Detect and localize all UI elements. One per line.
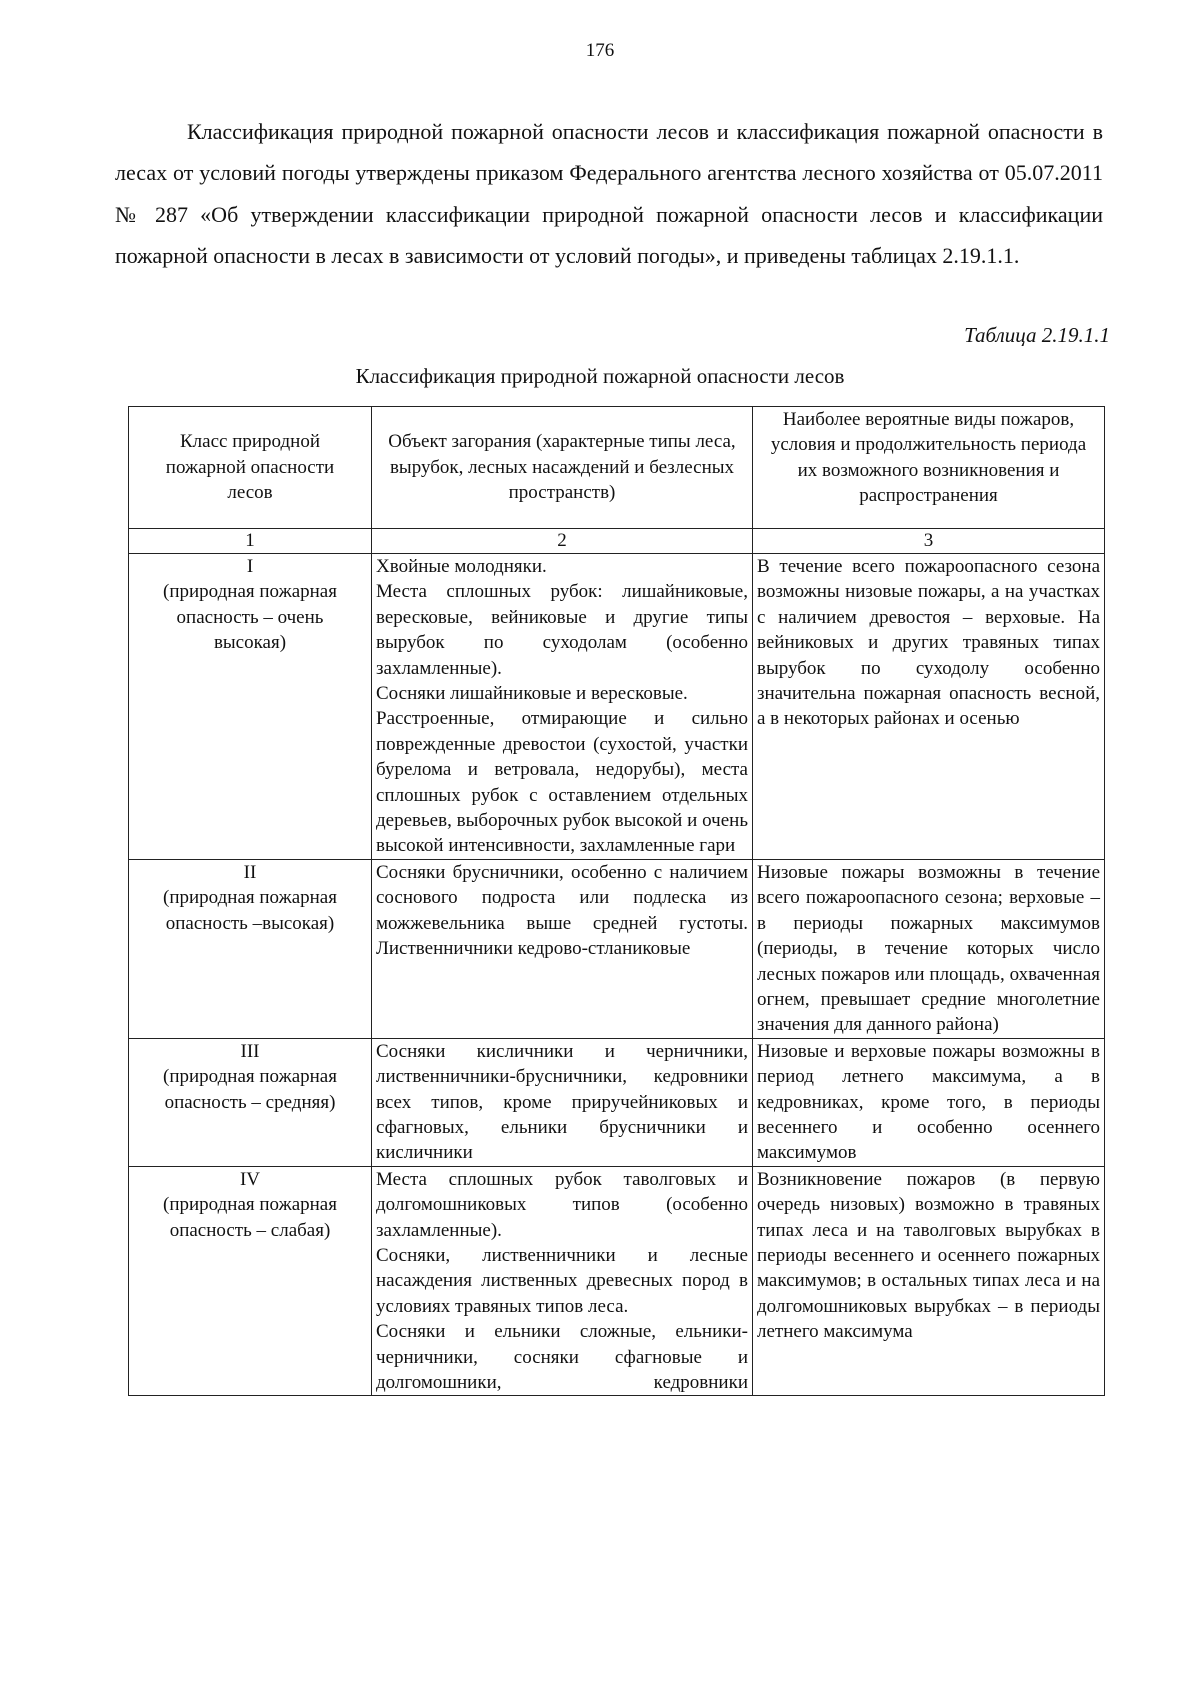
intro-paragraph: Классификация природной пожарной опасности лесов и классификация пожарной опасности в лесах от условий погоды утверждены приказом Федерального агентства лесного хозяйства от 05.07.2011 № 287 «Об утверждении классификации природной пожарной опасности лесов и классификации пожарной опасности в лесах в зависимости от условий погоды», и приведены таблицах 2.19.1.1. [115, 119, 1103, 268]
column-number-row [129, 529, 1105, 554]
page-number: 176 [585, 40, 615, 61]
class-numeral: II [243, 861, 257, 883]
class-cell [129, 1038, 372, 1166]
column-number: 3 [753, 529, 1105, 554]
object-paragraph: Сосняки и ельники сложные, ельники-черничники, сосняки сфагновые и долгомошники, кедровники [376, 1321, 748, 1393]
table-header-row [129, 407, 1105, 529]
table-row [129, 859, 1105, 1038]
object-paragraph: Места сплошных рубок: лишайниковые, вересковые, вейниковые и другие типы вырубок по суходолам (особенно захламленные). [376, 581, 748, 679]
fires-cell: В течение всего пожароопасного сезона возможны низовые пожары, а на участках с наличием древостоя – верховые. На вейниковых и других травяных типах вырубок по суходолу особенно значительна пожарная опасность весной, а в некоторых районах и осенью [753, 554, 1105, 860]
class-numeral: I [246, 556, 254, 577]
column-number: 2 [372, 529, 753, 554]
class-description: (природная пожарная опасность –высокая) [163, 887, 337, 934]
class-description: (природная пожарная опасность – очень высокая) [163, 581, 337, 654]
table-title: Классификация природной пожарной опасности лесов [355, 364, 845, 388]
table-row [129, 554, 1105, 860]
class-numeral: III [240, 1040, 260, 1062]
objects-cell [372, 859, 753, 1038]
table-row [129, 1166, 1105, 1396]
column-number: 1 [129, 529, 372, 554]
header-class: Класс природной пожарной опасности лесов [129, 407, 372, 529]
fires-cell: Возникновение пожаров (в первую очередь низовых) возможно в травяных типах леса и на таволговых вырубках в периоды весеннего и осеннего пожарных максимумов; в остальных типах леса и на долгомошниковых вырубках – в периоды летнего максимума [753, 1166, 1105, 1396]
header-fires: Наиболее вероятные виды пожаров, условия и продолжительность периода их возможного возникновения и распространения [753, 407, 1105, 529]
class-cell [129, 1166, 372, 1396]
object-paragraph: Сосняки, лиственничники и лесные насаждения лиственных древесных пород в условиях травяных типов леса. [376, 1244, 748, 1317]
object-paragraph: Сосняки брусничники, особенно с наличием соснового подроста или подлеска из можжевельника выше средней густоты. Лиственничники кедрово-стланиковые [376, 861, 748, 960]
object-paragraph: Расстроенные, отмирающие и сильно поврежденные древостои (сухостой, участки бурелома и ветровала, недорубы), места сплошных рубок с оставлением отдельных деревьев, выборочных рубок высокой и очень высокой интенсивности, захламленные гари [376, 708, 748, 857]
object-paragraph: Сосняки лишайниковые и вересковые. [376, 683, 688, 705]
class-description: (природная пожарная опасность – средняя) [163, 1066, 337, 1113]
objects-cell [372, 554, 753, 860]
object-paragraph: Места сплошных рубок таволговых и долгомошниковых типов (особенно захламленные). [376, 1168, 748, 1241]
table-label: Таблица 2.19.1.1 [964, 323, 1110, 347]
fire-danger-table [128, 406, 1105, 1396]
class-numeral: IV [239, 1168, 261, 1190]
class-description: (природная пожарная опасность – слабая) [163, 1194, 337, 1241]
class-cell [129, 554, 372, 860]
objects-cell [372, 1166, 753, 1396]
objects-cell [372, 1038, 753, 1166]
object-paragraph: Хвойные молодняки. [376, 556, 547, 577]
fires-cell: Низовые и верховые пожары возможны в период летнего максимума, а в кедровниках, кроме того, в периоды весеннего и особенно осеннего максимумов [753, 1038, 1105, 1166]
object-paragraph: Сосняки кисличники и черничники, лиственничники-брусничники, кедровники всех типов, кроме приручейниковых и сфагновых, ельники брусничники и кисличники [376, 1040, 748, 1164]
header-object: Объект загорания (характерные типы леса, вырубок, лесных насаждений и безлесных пространств) [372, 407, 753, 529]
table-row [129, 1038, 1105, 1166]
fires-cell: Низовые пожары возможны в течение всего пожароопасного сезона; верховые – в периоды пожарных максимумов (периоды, в течение которых число лесных пожаров или площадь, охваченная огнем, превышает средние многолетние значения для данного района) [753, 859, 1105, 1038]
class-cell [129, 859, 372, 1038]
